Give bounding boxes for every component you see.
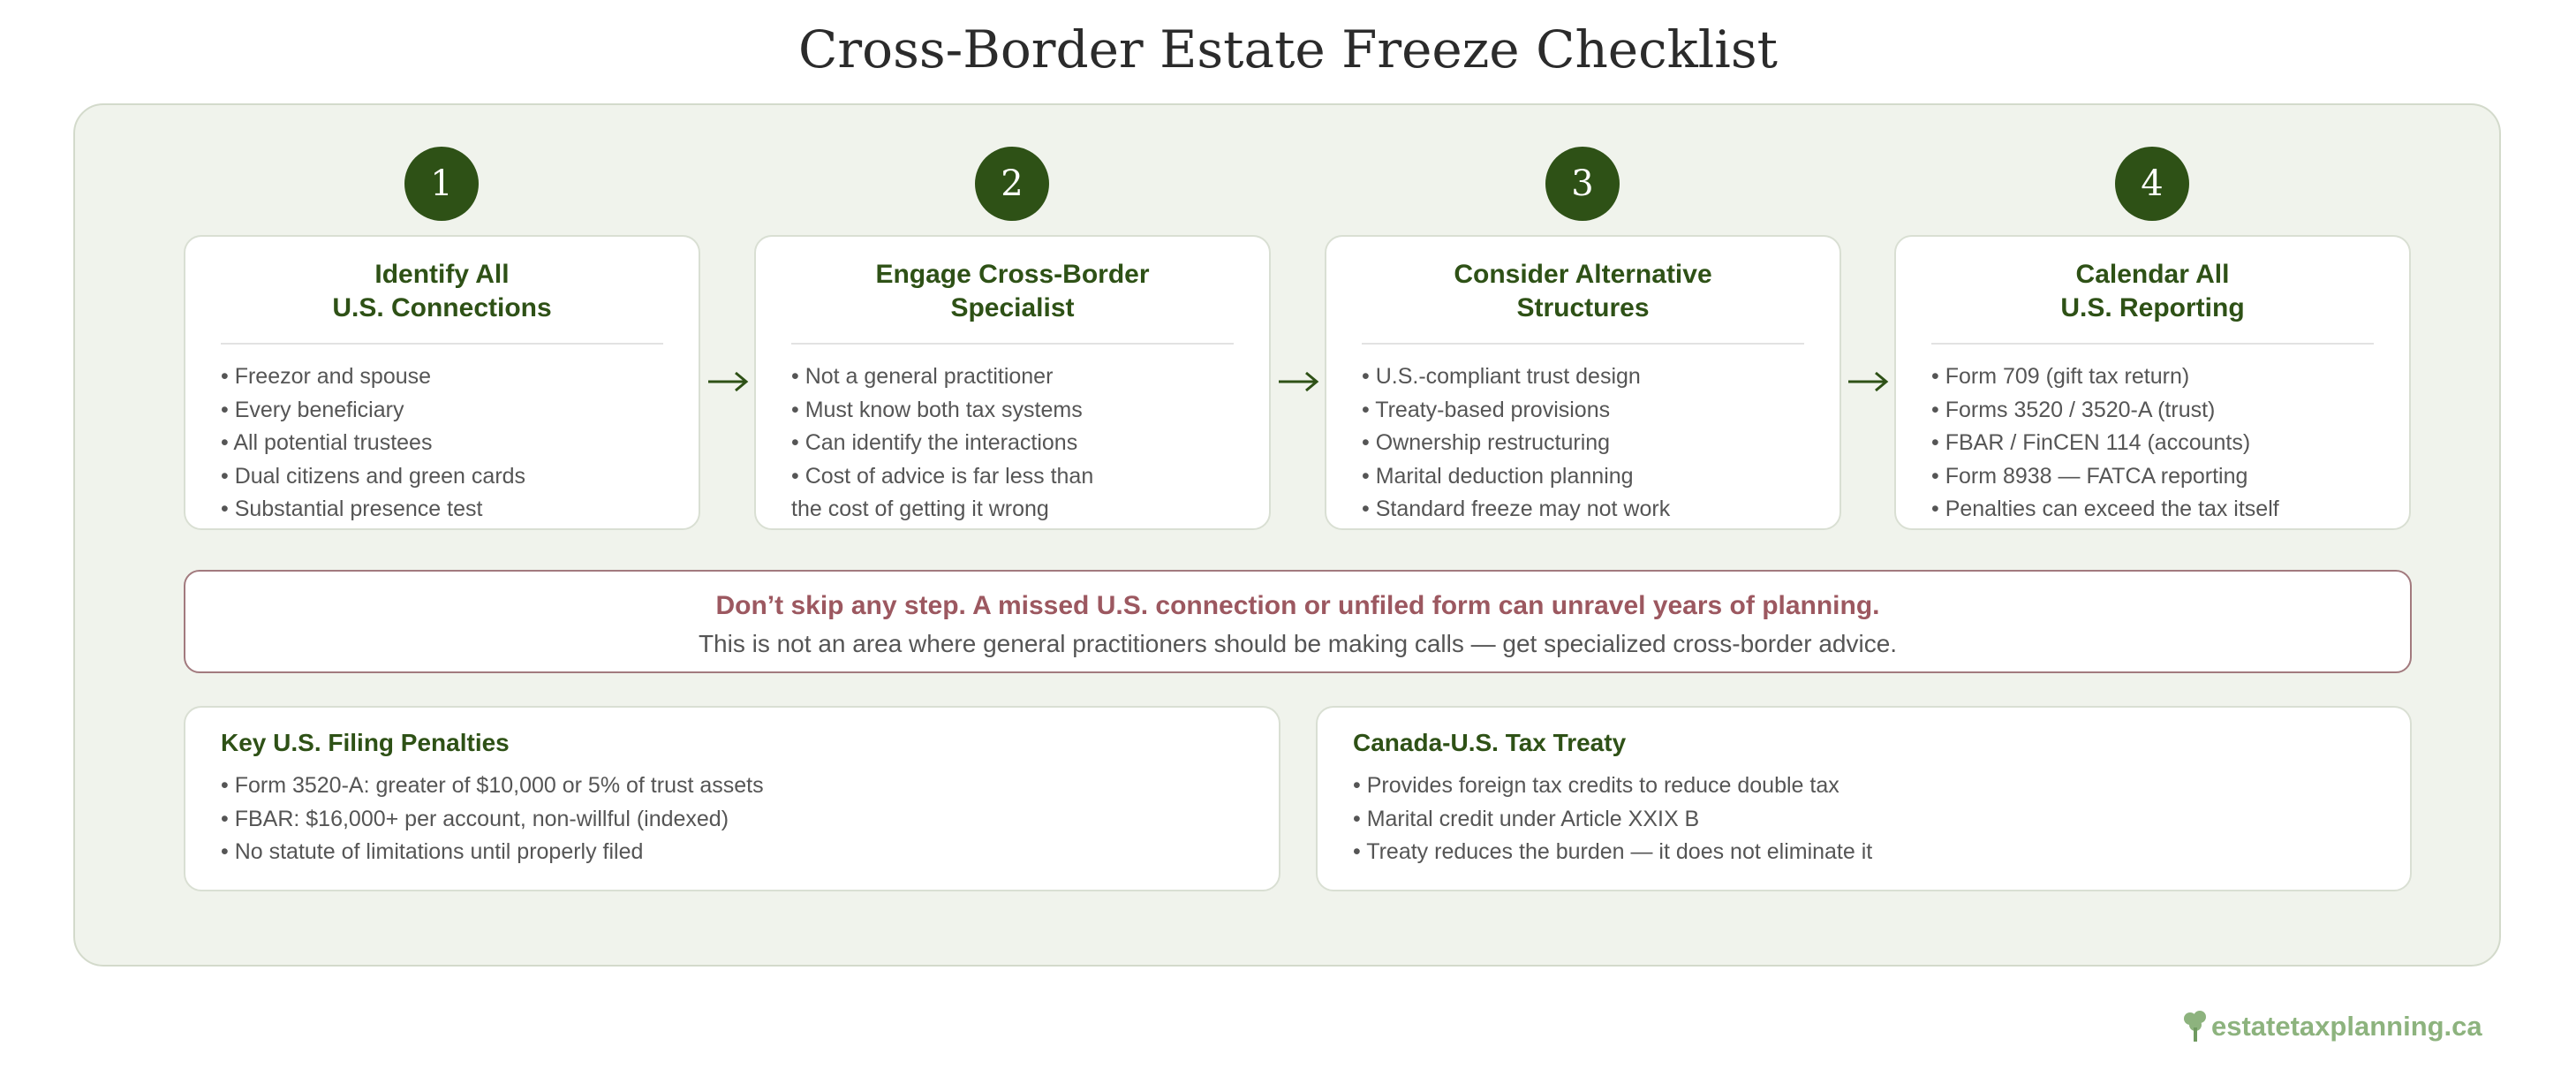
list-item: • No statute of limitations until properly filed xyxy=(221,839,644,864)
step-2-number: 2 xyxy=(975,147,1049,221)
step-card-title: Identify All U.S. Connections xyxy=(332,260,552,322)
list-item: • Form 709 (gift tax return) xyxy=(1931,364,2190,389)
divider xyxy=(221,343,663,345)
warning-subtext: This is not an area where general practitioners should be making calls — get specialized cross-border advice. xyxy=(698,630,1898,657)
list-item: • Marital credit under Article XXIX B xyxy=(1353,806,1700,831)
list-item: • Marital deduction planning xyxy=(1362,463,1634,489)
right-arrow-icon xyxy=(706,366,751,398)
list-item: • Form 3520-A: greater of $10,000 or 5% of trust assets xyxy=(221,773,764,798)
page-title: Cross-Border Estate Freeze Checklist xyxy=(798,19,1778,80)
treaty-title: Canada-U.S. Tax Treaty xyxy=(1353,729,1627,756)
list-item: • Provides foreign tax credits to reduce double tax xyxy=(1353,773,1839,798)
list-item: • Forms 3520 / 3520-A (trust) xyxy=(1931,397,2216,422)
penalties-title: Key U.S. Filing Penalties xyxy=(221,729,510,756)
warning-banner xyxy=(184,570,2412,673)
list-item: the cost of getting it wrong xyxy=(791,497,1049,521)
list-item: • Form 8938 — FATCA reporting xyxy=(1931,463,2248,489)
step-card-calendar-reporting xyxy=(1894,235,2411,530)
list-item: • Cost of advice is far less than xyxy=(791,463,1094,489)
list-item: • Not a general practitioner xyxy=(791,364,1054,389)
divider xyxy=(1931,343,2374,345)
step-1-number: 1 xyxy=(404,147,479,221)
step-3-number: 3 xyxy=(1545,147,1620,221)
list-item: • Every beneficiary xyxy=(221,397,404,422)
step-card-list xyxy=(1362,360,1822,527)
step-card-list xyxy=(221,360,681,527)
list-item: • Treaty reduces the burden — it does not eliminate it xyxy=(1353,839,1873,864)
list-item: • Standard freeze may not work xyxy=(1362,497,1671,521)
list-item: • Substantial presence test xyxy=(221,497,483,521)
list-item: • All potential trustees xyxy=(221,430,433,455)
step-4-number: 4 xyxy=(2115,147,2189,221)
list-item: • Must know both tax systems xyxy=(791,397,1083,422)
penalties-box xyxy=(184,706,1280,891)
step-card-list xyxy=(1931,360,2391,527)
step-card-title: Consider Alternative Structures xyxy=(1454,260,1712,322)
list-item: • FBAR / FinCEN 114 (accounts) xyxy=(1931,430,2251,455)
step-card-title: Engage Cross-Border Specialist xyxy=(875,260,1150,322)
step-card-title: Calendar All U.S. Reporting xyxy=(2060,260,2245,322)
step-card-identify-connections xyxy=(184,235,700,530)
brand-logo xyxy=(2181,1007,2482,1046)
step-card-list xyxy=(791,360,1251,527)
penalties-list xyxy=(221,770,764,869)
step-card-engage-specialist xyxy=(754,235,1271,530)
list-item: • U.S.-compliant trust design xyxy=(1362,364,1641,389)
brand-name: estatetaxplanning.ca xyxy=(2211,1011,2482,1042)
treaty-list xyxy=(1353,770,1872,869)
right-arrow-icon xyxy=(1277,366,1321,398)
tree-icon xyxy=(2181,1010,2210,1043)
divider xyxy=(791,343,1234,345)
step-card-alternative-structures xyxy=(1325,235,1841,530)
list-item: • Treaty-based provisions xyxy=(1362,397,1611,422)
list-item: • Penalties can exceed the tax itself xyxy=(1931,497,2279,521)
treaty-box xyxy=(1316,706,2412,891)
list-item: • Ownership restructuring xyxy=(1362,430,1611,455)
list-item: • FBAR: $16,000+ per account, non-willful (indexed) xyxy=(221,806,729,831)
list-item: • Dual citizens and green cards xyxy=(221,463,526,489)
list-item: • Freezor and spouse xyxy=(221,364,432,389)
divider xyxy=(1362,343,1804,345)
warning-headline: Don’t skip any step. A missed U.S. connection or unfiled form can unravel years of planning. xyxy=(715,591,1880,620)
list-item: • Can identify the interactions xyxy=(791,430,1078,455)
right-arrow-icon xyxy=(1847,366,1891,398)
